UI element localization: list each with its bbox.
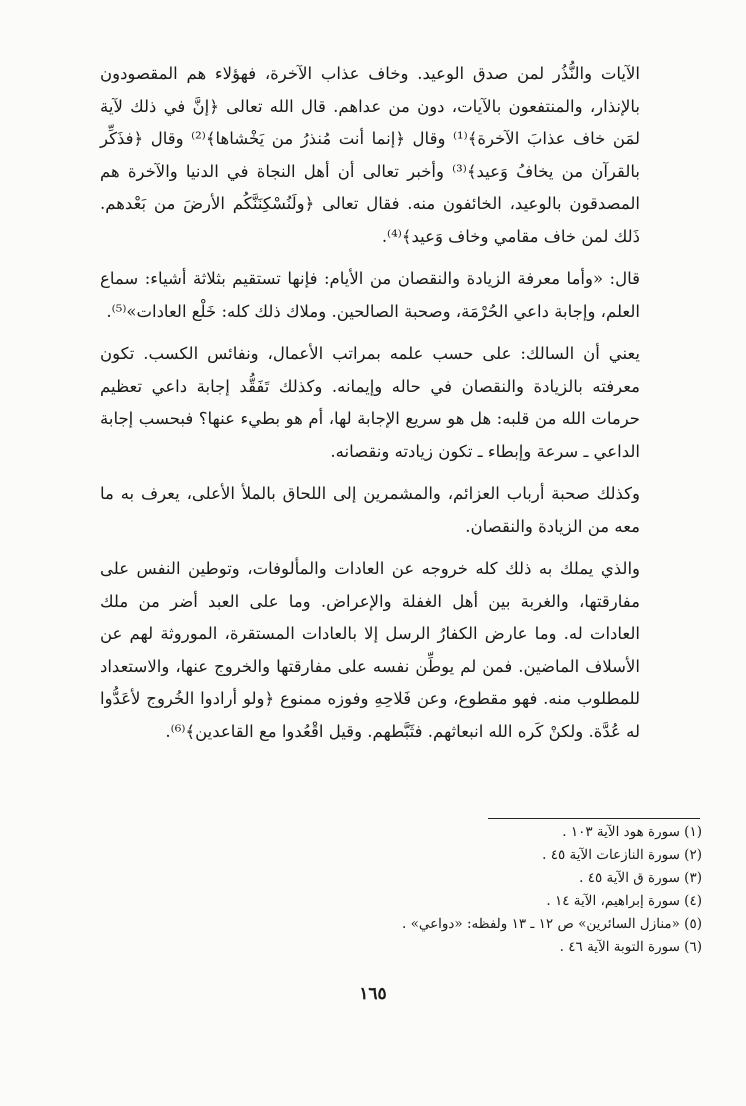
footnote-5: (٥) «منازل السائرين» ص ١٢ ـ ١٣ ولفظه: «دواعي» . <box>401 916 702 932</box>
paragraph-4: وكذلك صحبة أرباب العزائم، والمشمرين إلى اللحاق بالملأ الأعلى، يعرف به ما معه من الزيادة والنقصان. <box>100 484 640 536</box>
footnote-1: (١) سورة هود الآية ١٠٣ . <box>562 824 702 840</box>
footnote-divider <box>488 818 700 819</box>
footnote-3: (٣) سورة ق الآية ٤٥ . <box>579 870 702 886</box>
footnote-4: (٤) سورة إبراهيم، الآية ١٤ . <box>546 893 702 909</box>
paragraph-2: قال: «وأما معرفة الزيادة والنقصان من الأيام: فإنها تستقيم بثلاثة أشياء: سماع العلم، وإجابة داعي الحُرْمَة، وصحبة الصالحين. وملاك ذلك كله: خَلْع العادات»⁽⁵⁾. <box>100 269 640 321</box>
page-number: ١٦٥ <box>359 984 387 1004</box>
footnote-6: (٦) سورة التوبة الآية ٤٦ . <box>559 939 702 955</box>
paragraph-3: يعني أن السالك: على حسب علمه بمراتب الأعمال، ونفائس الكسب. تكون معرفته بالزيادة والنقصان في حاله وإيمانه. وكذلك تَفَقُّد إجابة داعي تعظيم حرمات الله من قلبه: هل هو سريع الإجابة لها، أم هو بطيء عنها؟ فبحسب إجابة الداعي ـ سرعة وإبطاء ـ تكون زيادته ونقصانه. <box>100 344 640 461</box>
footnote-2: (٢) سورة النازعات الآية ٤٥ . <box>542 847 702 863</box>
footnotes-list <box>250 821 702 959</box>
paragraph-5: والذي يملك به ذلك كله خروجه عن العادات والمألوفات، وتوطين النفس على مفارقتها، والغربة بين أهل الغفلة والإعراض. وما على العبد أضر من ملك العادات له. وما عارض الكفارُ الرسل إلا بالعادات المستقرة، الموروثة لهم عن الأسلاف الماضين. فمن لم يوطِّن نفسه على مفارقتها والخروج عنها، والاستعداد للمطلوب منه. فهو مقطوع، وعن فَلاحِهِ وفوزه ممنوع ﴿ولو أرادوا الخُروج لأعَدُّوا له عُدَّة. ولكنْ كَره الله انبعاثهم. فثَبَّطهم. وقيل اقْعُدوا مع القاعدين﴾⁽⁶⁾. <box>100 559 640 741</box>
main-text <box>100 58 640 758</box>
paragraph-1: الآيات والنُّذُر لمن صدق الوعيد. وخاف عذاب الآخرة، فهؤلاء هم المقصودون بالإنذار، والمنتفعون بالآيات، دون من عداهم. قال الله تعالى ﴿إنَّ في ذلك لآية لمَن خاف عذابَ الآخرة﴾⁽¹⁾ وقال ﴿إنما أنت مُنذرُ من يَخْشاها﴾⁽²⁾ وقال ﴿فذَكِّر بالقرآن من يخافُ وَعيد﴾⁽³⁾ وأخبر تعالى أن أهل النجاة في الدنيا والآخرة هم المصدقون بالوعيد، الخائفون منه. فقال تعالى ﴿ولَنُسْكِنَنَّكُم الأرضَ من بَعْدهم. ذَلك لمن خاف مقامي وخاف وَعيد﴾⁽⁴⁾. <box>100 64 640 246</box>
